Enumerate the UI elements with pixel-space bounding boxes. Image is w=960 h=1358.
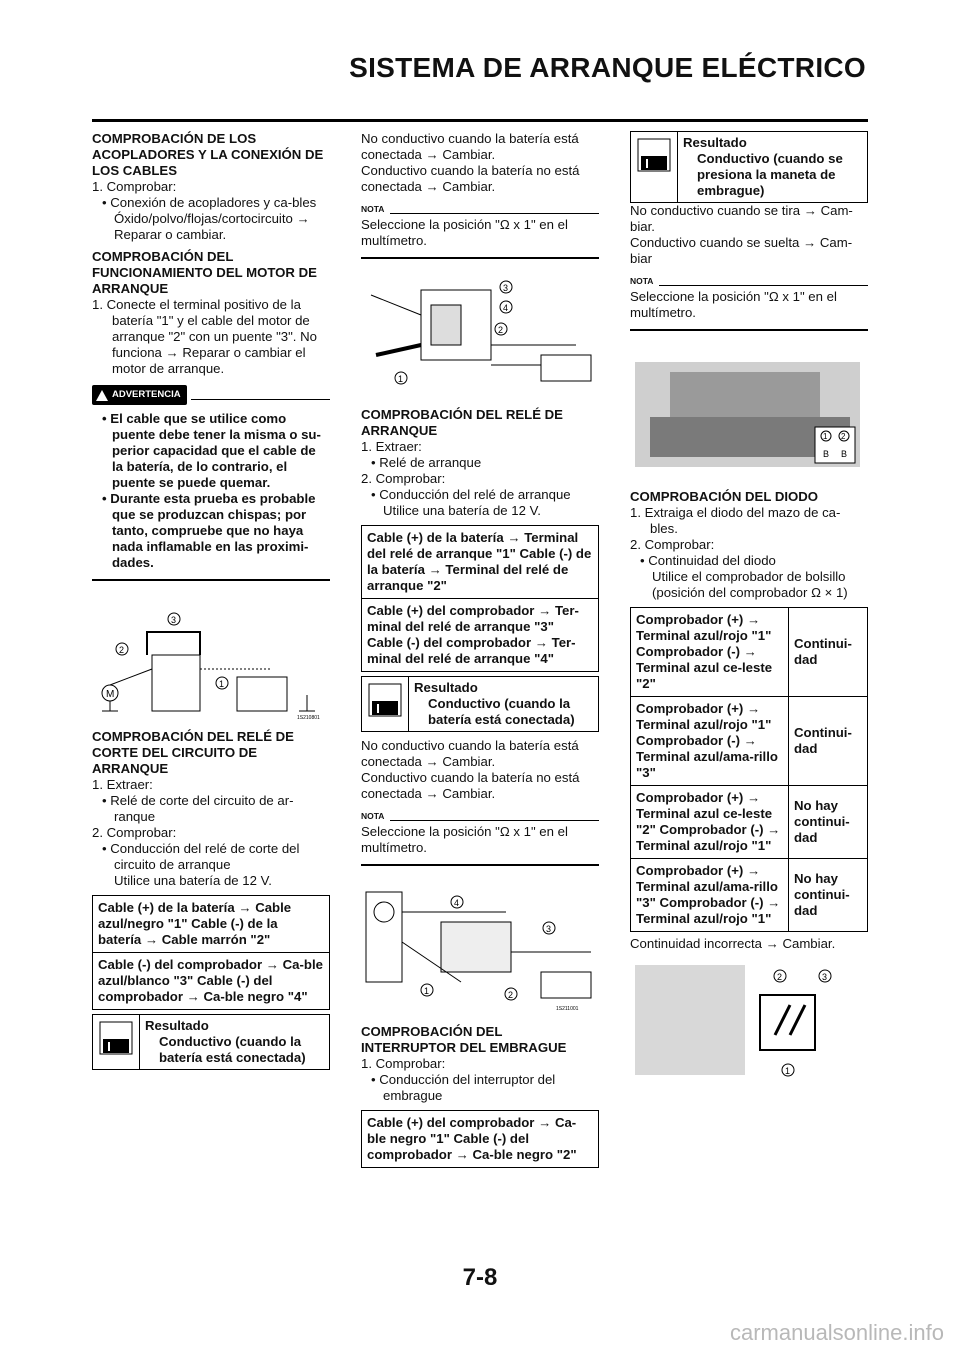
svg-text:3: 3 [546, 924, 552, 934]
section-title: COMPROBACIÓN DEL INTERRUPTOR DEL EMBRAGUE [361, 1024, 567, 1055]
table-cell: No hay continui-dad [789, 859, 868, 932]
note-text: Seleccione la posición "Ω x 1" en el multímetro. [630, 289, 837, 320]
multimeter-icon [362, 677, 409, 731]
multimeter-icon [631, 132, 678, 202]
result-box [361, 676, 599, 732]
page-title: SISTEMA DE ARRANQUE ELÉCTRICO [349, 52, 866, 83]
step: 1. Comprobar: [361, 1056, 446, 1071]
note-header: NOTA [361, 808, 599, 824]
svg-text:2: 2 [498, 325, 504, 335]
section-title: COMPROBACIÓN DEL FUNCIONAMIENTO DEL MOTOR DE ARRANQUE [92, 249, 317, 296]
bullet: • Conexión de acopladores y ca-bles [102, 195, 317, 210]
result-label: Resultado [683, 135, 747, 150]
diode-photo [630, 960, 868, 1080]
svg-text:1S210801: 1S210801 [297, 715, 320, 721]
section-title: COMPROBACIÓN DEL RELÉ DE CORTE DEL CIRCUITO DE ARRANQUE [92, 729, 294, 776]
result-box [92, 1014, 330, 1070]
svg-text:3: 3 [822, 972, 828, 982]
bullet: • Continuidad del diodo [640, 553, 776, 568]
step: 2. Comprobar: [361, 471, 446, 486]
warning-text: • El cable que se utilice como puente debe tener la misma o su-perior capacidad que el cable de la batería, de lo contrario, el puente se puede quemar. [102, 411, 321, 490]
bullet: • Relé de arranque [371, 455, 482, 470]
relay-test-diagram [361, 882, 599, 1012]
result-text: Conductivo (cuando la batería está conectada) [159, 1034, 306, 1065]
detail: Utilice una batería de 12 V. [383, 503, 541, 518]
svg-text:M: M [106, 689, 115, 700]
bullet: • Relé de corte del circuito de ar-ranque [102, 793, 294, 824]
svg-text:2: 2 [508, 990, 514, 1000]
step: 1. Extraer: [92, 777, 153, 792]
svg-text:1: 1 [823, 432, 828, 441]
column-middle [361, 131, 599, 1168]
bullet: • Conducción del relé de arranque [371, 487, 571, 502]
text: No conductivo cuando la batería está conectada → Cambiar. [361, 131, 579, 162]
table-row [631, 697, 868, 786]
text: Conductivo cuando se suelta → Cam-biar [630, 235, 853, 266]
table-cell: Comprobador (+) → Terminal azul/rojo "1" Comprobador (-) → Terminal azul ce-leste "2" [631, 608, 789, 697]
starter-motor-diagram [92, 597, 330, 721]
watermark: carmanualsonline.info [729, 1320, 944, 1345]
result-label: Resultado [145, 1018, 209, 1033]
box-row: Cable (+) del comprobador → Ter-minal del relé de arranque "3" Cable (-) del comprobador → Ter-minal del relé de arranque "4" [367, 603, 579, 666]
step: 1. Comprobar: [92, 179, 177, 194]
title-rule [92, 119, 868, 122]
step: 2. Comprobar: [92, 825, 177, 840]
column-left [92, 131, 330, 1070]
step: 2. Comprobar: [630, 537, 715, 552]
clutch-switch-photo [630, 347, 868, 477]
warning-header [92, 385, 330, 405]
svg-text:4: 4 [503, 303, 509, 313]
section-title: COMPROBACIÓN DEL RELÉ DE ARRANQUE [361, 407, 563, 438]
step: 1. Extraiga el diodo del mazo de ca-bles. [630, 505, 841, 536]
bullet: • Conducción del interruptor del embrague [371, 1072, 556, 1103]
result-text: Conductivo (cuando la batería está conectada) [428, 696, 575, 727]
table-row [631, 859, 868, 932]
svg-text:4: 4 [454, 898, 460, 908]
table-cell: Continui-dad [789, 697, 868, 786]
svg-text:1: 1 [398, 374, 404, 384]
text: Continuidad incorrecta → Cambiar. [630, 936, 836, 951]
table-cell: No hay continui-dad [789, 786, 868, 859]
section-title: COMPROBACIÓN DE LOS ACOPLADORES Y LA CONEXIÓN DE LOS CABLES [92, 131, 324, 178]
detail: Utilice el comprobador de bolsillo (posición del comprobador Ω × 1) [652, 569, 848, 600]
connection-box [92, 895, 330, 1010]
detail: Utilice una batería de 12 V. [114, 873, 272, 888]
multimeter-icon [93, 1015, 140, 1069]
result-text: Conductivo (cuando se presiona la maneta de embrague) [697, 151, 843, 198]
text: No conductivo cuando se tira → Cam-biar. [630, 203, 853, 234]
table-cell: Continui-dad [789, 608, 868, 697]
svg-text:1: 1 [424, 986, 430, 996]
text: Conductivo cuando la batería no está conectada → Cambiar. [361, 770, 580, 801]
step: 1. Extraer: [361, 439, 422, 454]
detail: Óxido/polvo/flojas/cortocircuito → Reparar o cambiar. [114, 211, 310, 242]
text: Conductivo cuando la batería no está conectada → Cambiar. [361, 163, 580, 194]
starter-relay-diagram [361, 275, 599, 395]
connection-box [361, 1110, 599, 1168]
connection-box [361, 525, 599, 672]
table-cell: Comprobador (+) → Terminal azul/ama-rillo "3" Comprobador (-) → Terminal azul/rojo "1" [631, 859, 789, 932]
box-row: Cable (+) del comprobador → Ca-ble negro "1" Cable (-) del comprobador → Ca-ble negro "2" [367, 1115, 577, 1162]
note-header: NOTA [361, 201, 599, 217]
result-label: Resultado [414, 680, 478, 695]
note-header: NOTA [630, 273, 868, 289]
svg-text:B: B [823, 449, 830, 459]
note-text: Seleccione la posición "Ω x 1" en el multímetro. [361, 217, 568, 248]
svg-text:2: 2 [841, 432, 846, 441]
warning-badge: ADVERTENCIA [92, 385, 187, 405]
svg-text:2: 2 [119, 645, 125, 655]
svg-text:3: 3 [171, 615, 177, 625]
svg-text:2: 2 [777, 972, 783, 982]
svg-text:1: 1 [785, 1066, 791, 1076]
box-row: Cable (-) del comprobador → Ca-ble azul/blanco "3" Cable (-) del comprobador → Ca-ble negro "4" [98, 957, 323, 1004]
table-row [631, 786, 868, 859]
svg-text:B: B [841, 449, 848, 459]
step: 1. Conecte el terminal positivo de la batería "1" y el cable del motor de arranque "2" con un puente "3". No funciona → Reparar o cambiar el motor de arranque. [92, 297, 317, 376]
table-cell: Comprobador (+) → Terminal azul ce-leste "2" Comprobador (-) → Terminal azul/rojo "1" [631, 786, 789, 859]
table-row [631, 608, 868, 697]
result-box [630, 131, 868, 203]
box-row: Cable (+) de la batería → Terminal del relé de arranque "1" Cable (-) de la batería → Terminal del relé de arranque "2" [362, 526, 598, 599]
svg-text:3: 3 [503, 283, 509, 293]
text: No conductivo cuando la batería está conectada → Cambiar. [361, 738, 579, 769]
section-title: COMPROBACIÓN DEL DIODO [630, 489, 819, 504]
page-number: 7-8 [462, 1264, 498, 1291]
box-row: Cable (+) de la batería → Cable azul/negro "1" Cable (-) de la batería → Cable marrón "2" [93, 896, 329, 953]
table-cell: Comprobador (+) → Terminal azul/rojo "1" Comprobador (-) → Terminal azul/ama-rillo "3" [631, 697, 789, 786]
diode-table [630, 607, 868, 932]
svg-text:1: 1 [219, 679, 225, 689]
svg-text:1S211001: 1S211001 [556, 1006, 579, 1012]
warning-icon [96, 390, 108, 401]
warning-text: • Durante esta prueba es probable que se produzcan chispas; por tanto, compruebe que no haya nada inflamable en las proximi-dades. [102, 491, 316, 570]
note-text: Seleccione la posición "Ω x 1" en el multímetro. [361, 824, 568, 855]
bullet: • Conducción del relé de corte del circuito de arranque [102, 841, 300, 872]
column-right [630, 131, 868, 1092]
